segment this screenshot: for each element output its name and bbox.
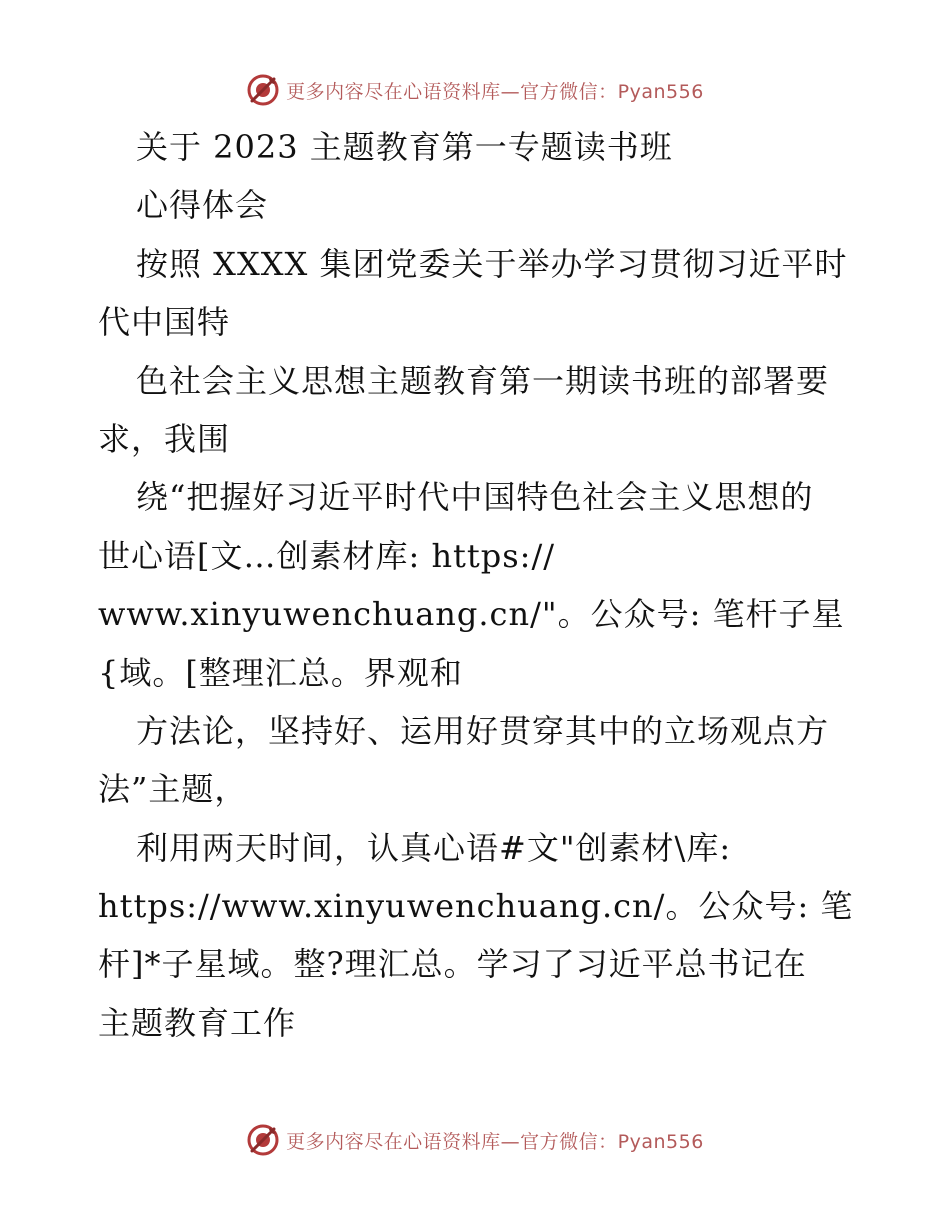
text-line: www.xinyuwenchuang.cn/"。公众号: 笔杆子星 <box>98 595 845 634</box>
brand-logo-icon <box>246 73 280 107</box>
text-line: 绕“把握好习近平时代中国特色社会主义思想的 <box>136 478 814 517</box>
document-body <box>98 118 858 1052</box>
text-line: 按照 XXXX 集团党委关于举办学习贯彻习近平时 <box>136 244 848 283</box>
header-banner <box>0 70 950 110</box>
text-line: 主题教育工作 <box>98 1003 297 1042</box>
text-line: 法”主题， <box>98 770 248 809</box>
text-line: 利用两天时间，认真心语#文"创素材\库: <box>136 828 732 867</box>
text-line: 杆]*子星域。整?理汇总。学习了习近平总书记在 <box>98 945 807 984</box>
footer-banner-text: 更多内容尽在心语资料库—官方微信：Pyan556 <box>286 1130 704 1153</box>
text-line: 代中国特 <box>98 303 231 342</box>
text-line: 求，我围 <box>98 419 231 458</box>
text-line: 关于 2023 主题教育第一专题读书班 <box>136 128 673 166</box>
brand-logo-icon <box>246 1123 280 1157</box>
text-line: 色社会主义思想主题教育第一期读书班的部署要 <box>136 361 830 400</box>
text-line: {域。[整理汇总。界观和 <box>98 653 463 692</box>
text-line: https://www.xinyuwenchuang.cn/。公众号: 笔 <box>98 887 854 926</box>
text-line: 世心语[文…创素材库: https:// <box>98 536 556 575</box>
text-line: 方法论，坚持好、运用好贯穿其中的立场观点方 <box>136 711 830 750</box>
footer-banner <box>0 1120 950 1160</box>
text-line: 心得体会 <box>136 186 269 225</box>
header-banner-text: 更多内容尽在心语资料库—官方微信：Pyan556 <box>286 80 704 103</box>
